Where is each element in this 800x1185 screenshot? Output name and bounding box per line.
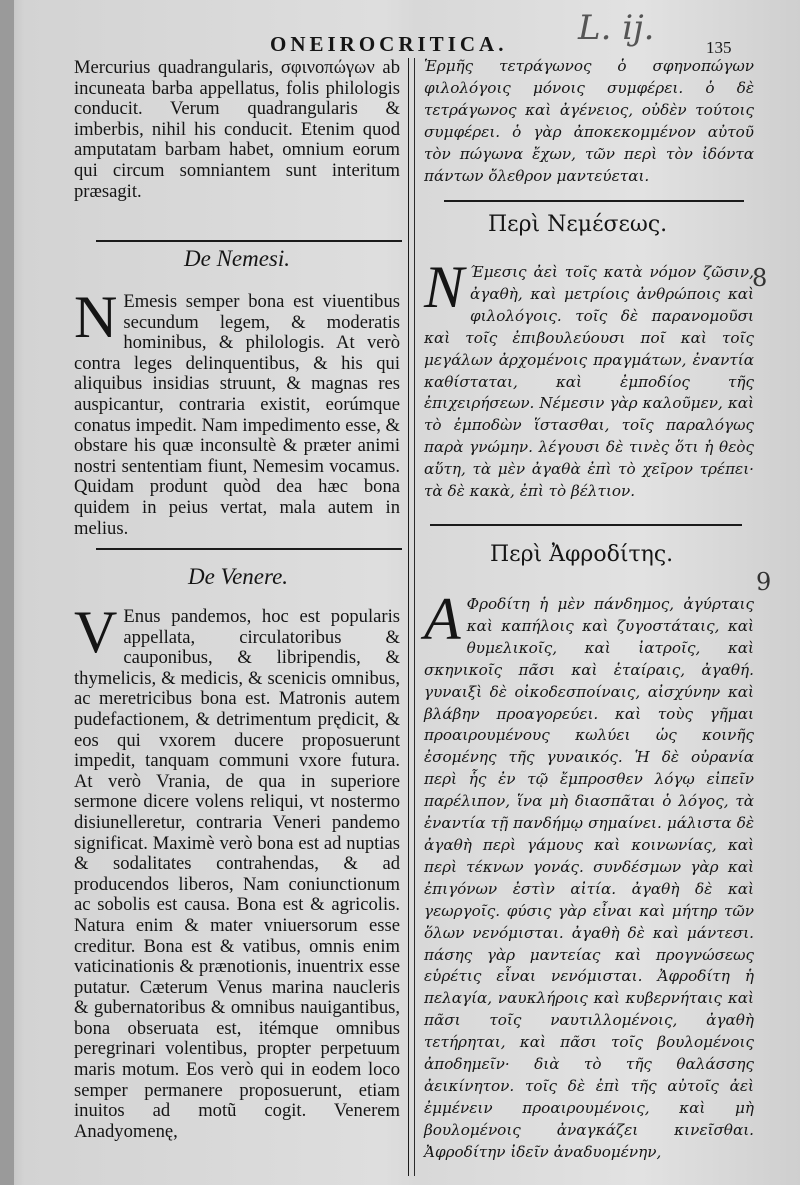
page-number: 135	[706, 38, 732, 57]
section-rule	[444, 200, 744, 202]
margin-note-8: 8	[752, 264, 768, 292]
margin-note-9: 9	[756, 568, 772, 596]
greek-heading-venus: Περὶ Ἀφροδίτης.	[490, 542, 674, 567]
latin-venus-text: Enus pandemos, hoc est popularis appellata, circulatoribus & cauponibus, & libripendis, & thymelicis, & medicis, & scenicis omnibus, ac meretricibus bona est. Matronis autem pudefactionem, & detrimentum prędicit, & eos qui vxorem ducere proposuerunt impedit, tanquam communi vxore futura. At verò Vrania, de qua in superiore sermone dicere volens reliqui, vt nostermo disiunelleretur, contraria Veneri pandemo significat. Maximè verò bona est ad nuptias & sodalitates contrahendas, & ad producendos liberos, Nam coniunctionum ac sobolis est causa. Bona est & agricolis. Natura enim & mater vniuersorum esse creditur. Bona est & vatibus, omnis enim vaticinationis & prænotionis, inuentrix esse putatur. Cæterum Venus marina naucleris & gubernatoribus & omnibus nauigantibus, bona obseruata est, itémque omnibus peregrinari volentibus, propter perpetuum maris motum. Eos verò qui in eodem loco semper permanere proposuerunt, etiam inuitos ad motũ cogit. Venerem Anadyomenę,	[74, 606, 400, 1142]
running-header: ONEIROCRITICA.	[270, 32, 508, 56]
greek-intro-text: Ἑρμῆς τετράγωνος ὁ σφηνοπώγων φιλολόγοις μόνοις συμφέρει. ὁ δὲ τετράγωνος καὶ ἀγένειος, οὐδὲν τούτοις συμφέρει. ὁ γὰρ ἀποκεκομμένον αὐτοῦ τὸν πώγωνα ἔχων, τῶν περὶ τὸν ἰδόντα πάντων ὄλεθρον μαντεύεται.	[424, 57, 754, 185]
dropcap-nemesis-latin: N	[74, 284, 118, 350]
latin-intro	[74, 58, 400, 202]
latin-intro-text: Mercurius quadrangularis, σφινοπώγων ab incuneata barba appellatus, folis philologis conducit. Verum quadrangularis & imberbis, nihil his conducit. Etenim quod amputatam barbam habet, omnium eorum qui circum somniantem sunt interitum præsagit.	[74, 57, 400, 202]
greek-nemesis-section	[424, 254, 754, 503]
dropcap-nemesis-greek: Ν	[424, 254, 465, 320]
page-gutter-edge	[0, 0, 14, 1185]
section-rule	[96, 240, 402, 242]
greek-heading-nemesis: Περὶ Νεμέσεως.	[488, 212, 668, 237]
greek-venus-text: Φροδίτη ἡ μὲν πάνδημος, ἀγύρταις καὶ καπήλοις καὶ ζυγοστάταις, καὶ θυμελικοῖς, καὶ ἰατροῖς, καὶ σκηνικοῖς πᾶσι καὶ ἑταίραις, ἀγαθή. γυναιξὶ δὲ οἰκοδεσποίναις, αἰσχύνην καὶ βλάβην προαγορεύει. καὶ τοὺς γῆμαι προαιρουμένους κωλύει ὡς κοινῆς ἐσομένης τῆς γυναικός. Ἡ δὲ οὐρανία περὶ ἧς ἐν τῷ ἔμπροσθεν λόγῳ εἰπεῖν παρέλιπον, ἵνα μὴ διασπᾶται ὁ λόγος, τὰ ἐναντία τῇ πανδήμῳ σημαίνει. μάλιστα δὲ ἀγαθὴ περὶ γάμους καὶ κοινωνίας, καὶ περὶ τέκνων γονάς. συνδέσμων γὰρ καὶ ἐπιγόνων ἐστὶν αἰτία. ἀγαθὴ δὲ καὶ γεωργοῖς. φύσις γὰρ εἶναι καὶ μήτηρ τῶν ὅλων νενόμισται. ἀγαθὴ δὲ καὶ μάντεσι. πάσης γὰρ μαντείας καὶ προγνώσεως εὑρέτις εἶναι νενόμισται. Ἀφροδίτη ἡ πελαγία, ναυκλήροις καὶ κυβερνήταις καὶ πᾶσι τοῖς ναυτιλλομένοις, ἀγαθὴ τετήρηται, καὶ πᾶσι τοῖς βουλομένοις ἀποδημεῖν· διὰ τὸ τῆς θαλάσσης ἀεικίνητον. τοῖς δὲ ἐπὶ τῆς αὐτοῖς ἀεὶ ἐμμένειν προαιρουμένοις, καὶ μὴ βουλομένοις ἀναγκάζει κινεῖσθαι. Ἀφροδίτην ἰδεῖν ἀναδυομένην,	[424, 595, 754, 1161]
dropcap-venus-greek: Α	[424, 586, 461, 652]
column-divider-inner	[414, 58, 415, 1176]
section-rule	[430, 524, 742, 526]
manuscript-annotation: L. ij.	[578, 8, 655, 48]
greek-intro	[424, 56, 754, 187]
latin-nemesis-section	[74, 284, 400, 539]
dropcap-venus-latin: V	[74, 599, 118, 665]
latin-venus-section	[74, 599, 400, 1142]
latin-heading-venus: De Venere.	[188, 564, 289, 589]
greek-nemesis-text: Έμεσις ἀεὶ τοῖς κατὰ νόμον ζῶσιν, ἀγαθὴ, καὶ μετρίοις ἀνθρώποις καὶ φιλολόγοις. τοῖς δὲ παρανομοῦσι καὶ τοῖς ἐπιβουλεύουσι ποῖ καὶ τοῖς μεγάλων ἀρχομένοις πραγμάτων, ἐναντία καθίσταται, καὶ ἐμποδίος τῆς ἐπιχειρήσεων. Νέμεσιν γὰρ καλοῦμεν, καὶ τὸ ἐμποδὼν ἵστασθαι, τοῖς παραλόγως παρὰ γνώμην. λέγουσι δὲ τινὲς ὅτι ἡ θεὸς αὕτη, τὰ μὲν ἀγαθὰ ἐπὶ τὸ χεῖρον τρέπει· τὰ δὲ κακὰ, ἐπὶ τὸ βέλτιον.	[424, 263, 754, 501]
latin-heading-nemesis: De Nemesi.	[184, 246, 291, 271]
greek-venus-section	[424, 586, 754, 1164]
latin-nemesis-text: Emesis semper bona est viuentibus secundum legem, & moderatis hominibus, & philologis. At verò contra leges delinquentibus, & his qui aliquibus insidias struunt, & magnas res auspicantur, contraria existit, eorúmque conatus impedit. Nam impedimento esse, & obstare his quæ inconsultè & præter animi nostri sententiam fiunt, Nemesim vocamus. Quidam produnt quòd dea hæc bona quidem in peius vertat, mala autem in melius.	[74, 291, 400, 539]
column-divider	[408, 58, 409, 1176]
section-rule	[96, 548, 402, 550]
